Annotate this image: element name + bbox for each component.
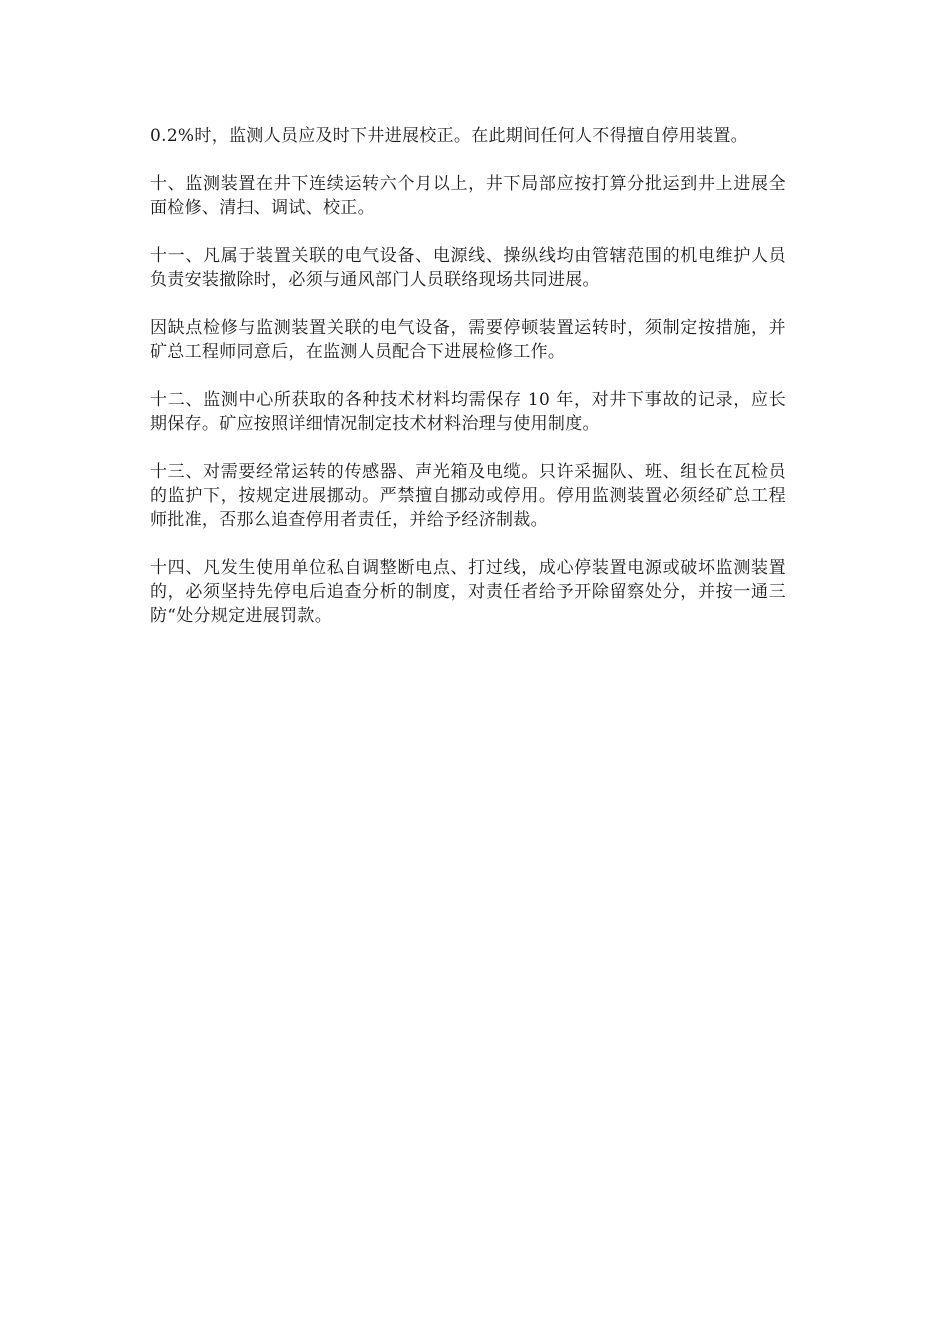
paragraph-5: 十二、监测中心所获取的各种技术材料均需保存 10 年，对井下事故的记录，应长期保存。矿应按照详细情况制定技术材料治理与使用制度。 xyxy=(150,390,786,434)
paragraph-7: 十四、凡发生使用单位私自调整断电点、打过线，成心停装置电源或破坏监测装置的，必须坚持先停电后追查分析的制度，对责任者给予开除留察处分，并按一通三防“处分规定进展罚款。 xyxy=(150,558,786,626)
document-body xyxy=(150,124,786,652)
paragraph-4: 因缺点检修与监测装置关联的电气设备，需要停顿装置运转时，须制定按措施，并矿总工程师同意后，在监测人员配合下进展检修工作。 xyxy=(150,318,786,362)
paragraph-1: 0.2%时，监测人员应及时下井进展校正。在此期间任何人不得擅自停用装置。 xyxy=(150,126,748,146)
paragraph-3: 十一、凡属于装置关联的电气设备、电源线、操纵线均由管辖范围的机电维护人员负责安装撤除时，必须与通风部门人员联络现场共同进展。 xyxy=(150,246,786,290)
paragraph-2: 十、监测装置在井下连续运转六个月以上，井下局部应按打算分批运到井上进展全面检修、清扫、调试、校正。 xyxy=(150,174,786,218)
paragraph-6: 十三、对需要经常运转的传感器、声光箱及电缆。只许采掘队、班、组长在瓦检员的监护下，按规定进展挪动。严禁擅自挪动或停用。停用监测装置必须经矿总工程师批准，否那么追查停用者责任，并给予经济制裁。 xyxy=(150,462,786,530)
